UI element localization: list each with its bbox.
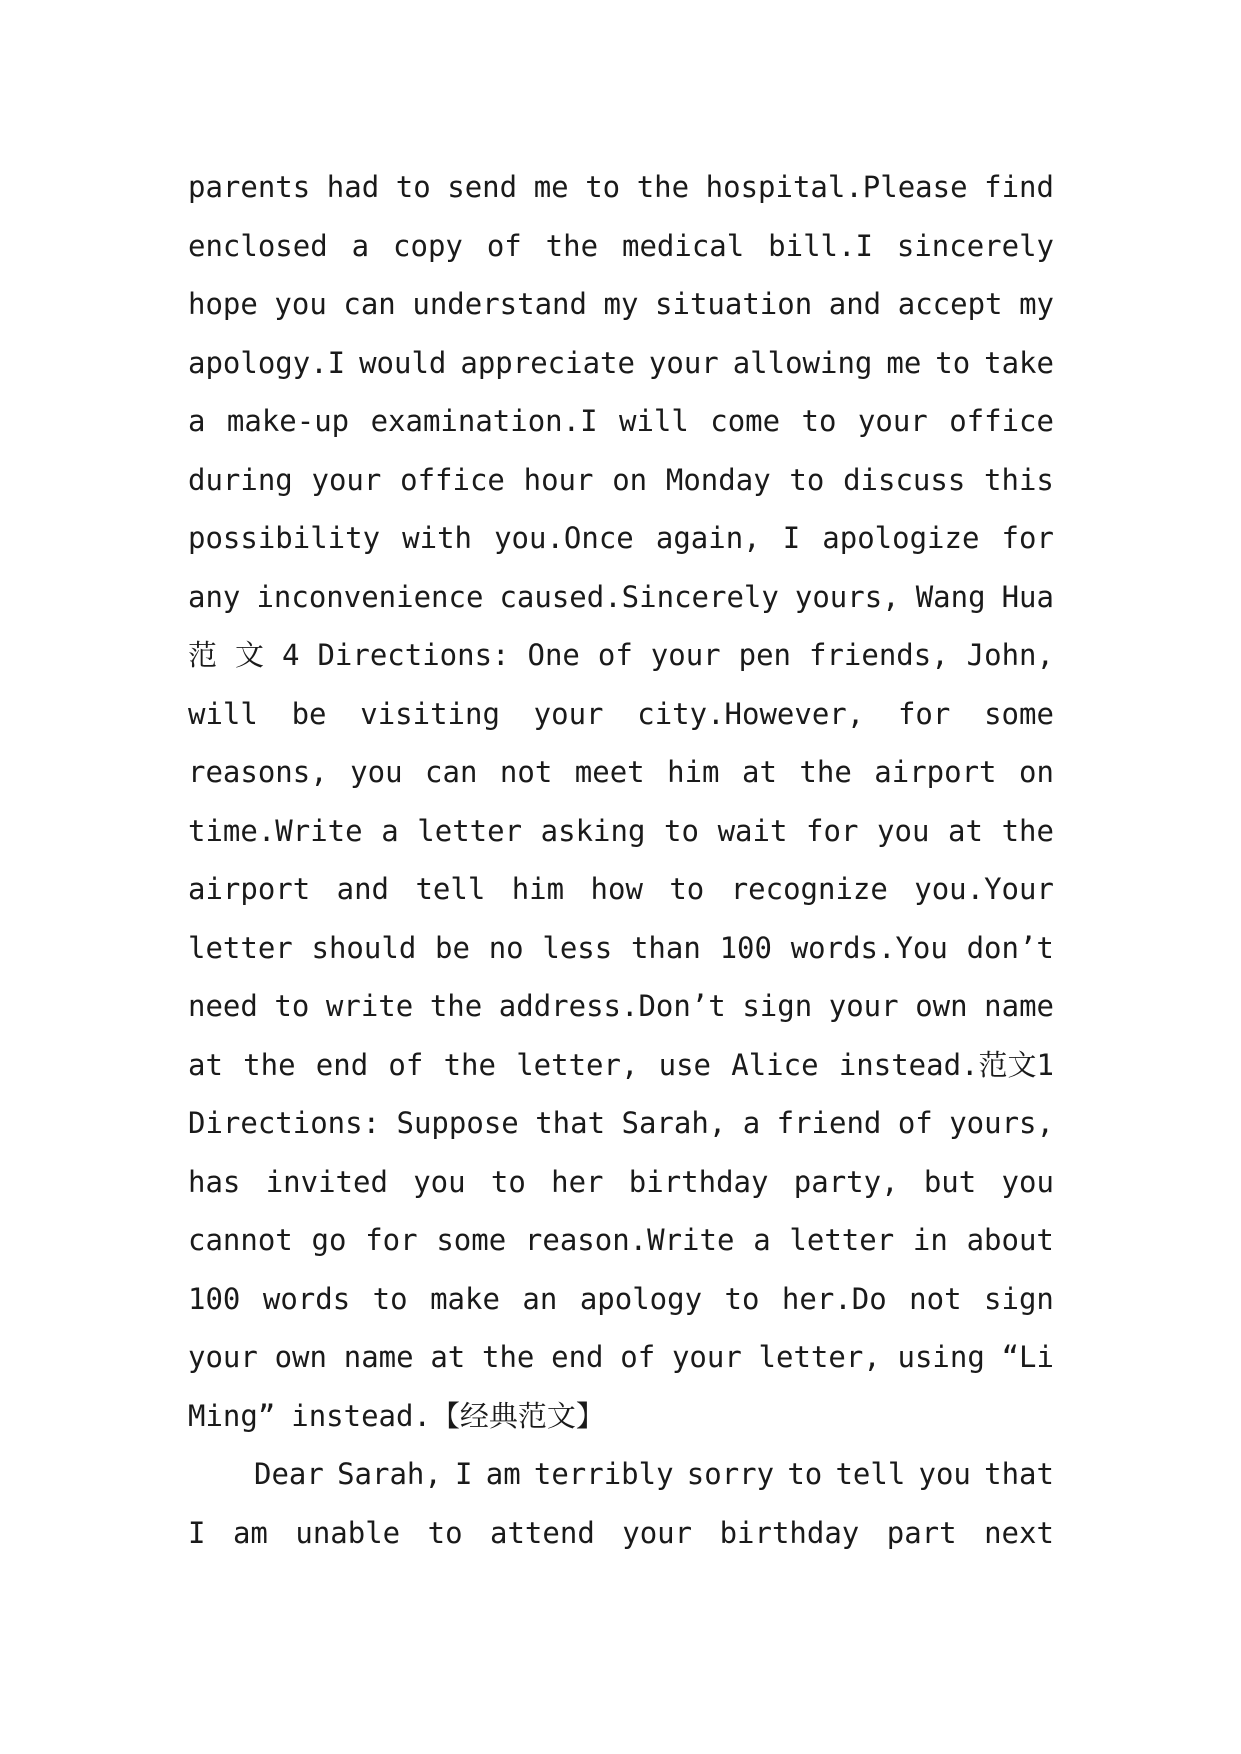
word: city.However, [637, 696, 865, 731]
word: again, [655, 521, 761, 555]
text-line [188, 860, 1054, 919]
word: letter, [758, 1340, 881, 1374]
word: recognize [730, 872, 888, 906]
word: yours, [949, 1106, 1054, 1140]
word: find [984, 170, 1054, 204]
word: sign [984, 1281, 1054, 1316]
word: to [669, 872, 705, 906]
word: cannot [188, 1223, 293, 1257]
word: you [413, 1164, 466, 1199]
text-line [188, 977, 1054, 1036]
text-line [188, 275, 1054, 334]
word: friends, [808, 638, 949, 672]
text-line [188, 1094, 1054, 1153]
word: possibility [188, 521, 381, 555]
word: don’t [966, 930, 1054, 965]
word: tell [835, 1457, 906, 1491]
text-line [188, 1036, 1054, 1095]
word: the [636, 170, 690, 204]
word: use [658, 1047, 712, 1082]
word: for [897, 696, 951, 731]
word: that [535, 1106, 606, 1140]
word: at [948, 813, 983, 848]
word: office [949, 404, 1054, 438]
word: 文 [235, 638, 265, 672]
word: invited [265, 1164, 388, 1199]
word: on [1018, 755, 1054, 789]
text-line [188, 158, 1054, 217]
word: had [326, 170, 380, 204]
word: airport [188, 872, 311, 906]
word: need [188, 989, 258, 1023]
word: for [806, 813, 859, 848]
text-line [188, 1387, 1054, 1446]
word: office [400, 462, 505, 497]
word: you [274, 287, 327, 321]
word: One [527, 638, 580, 672]
word: can [343, 287, 396, 321]
text-line [188, 685, 1054, 744]
word: some [984, 696, 1054, 731]
word: of [486, 228, 522, 263]
word: John, [966, 638, 1054, 672]
word: hospital.Please [705, 170, 968, 204]
word: medical [622, 228, 745, 263]
word: her [551, 1164, 604, 1199]
word: to [664, 813, 699, 848]
word: should [311, 930, 417, 965]
word: am [232, 1515, 268, 1550]
word: and [336, 872, 390, 906]
word: can [425, 755, 478, 789]
word: than [630, 930, 701, 965]
word: of [388, 1047, 424, 1082]
text-line [188, 334, 1054, 393]
word: 范 [188, 638, 218, 672]
word: friend [776, 1106, 882, 1140]
word: meet [574, 755, 645, 789]
word: parents [188, 170, 311, 204]
word: tell [415, 872, 486, 906]
word: you [918, 1457, 971, 1491]
word: take [984, 345, 1054, 380]
word: at [430, 1340, 466, 1374]
text-line [188, 451, 1054, 510]
word: the [429, 989, 483, 1023]
word: the [799, 755, 852, 789]
word: your [533, 696, 604, 731]
word: the [482, 1340, 535, 1374]
text-line [188, 1211, 1054, 1270]
word: be [291, 696, 327, 731]
word: apology.I [188, 345, 346, 380]
word: pen [738, 638, 791, 672]
word: using [897, 1340, 985, 1374]
word: part [886, 1515, 957, 1550]
text-line [188, 802, 1054, 861]
word: during [188, 462, 293, 497]
word: understand [412, 287, 587, 321]
word: Ming” [188, 1398, 276, 1433]
word: am [485, 1457, 521, 1491]
word: situation [655, 287, 813, 321]
word: I [455, 1457, 473, 1491]
text-line [188, 743, 1054, 802]
word: “Li [1001, 1340, 1054, 1374]
word: letter [188, 930, 293, 965]
word: him [667, 755, 720, 789]
word: yours, [794, 579, 900, 614]
word: to [274, 989, 310, 1023]
word: how [590, 872, 643, 906]
word: to [395, 170, 431, 204]
word: name [984, 989, 1054, 1023]
text-line [188, 919, 1054, 978]
word: your [671, 1340, 742, 1374]
word: a [351, 228, 370, 263]
word: of [620, 1340, 656, 1374]
word: would [359, 345, 447, 380]
word: of [897, 1106, 933, 1140]
word: words.You [790, 930, 948, 965]
word: write [325, 989, 414, 1023]
word: time.Write [188, 813, 363, 848]
word: your [648, 345, 719, 380]
word: terribly [533, 1457, 674, 1491]
word: asking [540, 813, 646, 848]
word: you [877, 813, 930, 848]
text-line [188, 1270, 1054, 1329]
word: will [188, 696, 258, 731]
word: not [909, 1281, 962, 1316]
word: on [612, 462, 648, 497]
word: to [801, 404, 837, 438]
word: me [886, 345, 922, 380]
word: make-up [226, 404, 350, 438]
word: about [966, 1223, 1054, 1257]
word: has [188, 1164, 241, 1199]
word: discuss [843, 462, 966, 497]
word: your [828, 989, 899, 1023]
word: hour [523, 462, 594, 497]
word: the [443, 1047, 496, 1082]
word: apology [579, 1281, 703, 1316]
word: next [984, 1515, 1054, 1550]
word: to [724, 1281, 760, 1316]
word: examination.I [370, 404, 598, 438]
word: 100 [188, 1281, 241, 1316]
word: letter [789, 1223, 895, 1257]
word: a [188, 404, 206, 438]
word: a [742, 1106, 761, 1140]
word: Directions: [188, 1106, 381, 1140]
text-line [188, 568, 1054, 627]
word: appreciate [460, 345, 635, 380]
word: an [522, 1281, 558, 1316]
word: to [935, 345, 971, 380]
word: words [262, 1281, 351, 1316]
word: but [923, 1164, 977, 1199]
word: the [545, 228, 599, 263]
word: apologize [822, 521, 980, 555]
word: sincerely [896, 228, 1054, 263]
word: address.Don’t [498, 989, 726, 1023]
word: Sarah, [337, 1457, 442, 1491]
word: hope [188, 287, 258, 321]
word: visiting [360, 696, 500, 731]
text-line [188, 1153, 1054, 1212]
word: the [243, 1047, 296, 1082]
word: him [511, 872, 565, 906]
word: attend [490, 1515, 595, 1550]
word: for [1001, 521, 1054, 555]
word: of [597, 638, 633, 672]
word: instead.【经典范文】 [291, 1398, 605, 1433]
word: wait [717, 813, 788, 848]
word: name [343, 1340, 414, 1374]
word: make [430, 1281, 500, 1316]
word: end [551, 1340, 604, 1374]
body-text [188, 158, 1054, 1562]
word: caused.Sincerely [499, 579, 779, 614]
text-line [188, 1445, 1054, 1504]
word: no [488, 930, 524, 965]
word: my [1019, 287, 1054, 321]
word: letter [417, 813, 523, 848]
word: you [350, 755, 403, 789]
word: copy [393, 228, 463, 263]
word: your [650, 638, 721, 672]
word: party, [793, 1164, 899, 1199]
word: to [490, 1164, 526, 1199]
text-line [188, 217, 1054, 276]
word: to [585, 170, 621, 204]
word: your [622, 1515, 693, 1550]
text-line [188, 392, 1054, 451]
word: and [828, 287, 882, 321]
word: to [427, 1515, 463, 1550]
word: you.Once [494, 521, 634, 555]
word: inconvenience [256, 579, 484, 614]
word: a [753, 1223, 771, 1257]
word: enclosed [188, 228, 328, 263]
word: birthday [628, 1164, 769, 1199]
word: will [618, 404, 689, 438]
word: you [1001, 1164, 1054, 1199]
word: this [984, 462, 1054, 497]
word: my [603, 287, 639, 321]
word: Suppose [396, 1106, 519, 1140]
word: the [1001, 813, 1054, 848]
text-line [188, 1328, 1054, 1387]
word: Wang [915, 579, 986, 614]
word: 100 [719, 930, 772, 965]
word: Directions: [317, 638, 510, 672]
word: your [311, 462, 382, 497]
word: you.Your [914, 872, 1054, 906]
word: your [188, 1340, 258, 1374]
word: letter, [516, 1047, 639, 1082]
word: sorry [686, 1457, 775, 1491]
word: reasons, [188, 755, 328, 789]
word: with [402, 521, 472, 555]
word: 4 [282, 638, 300, 672]
word: accept [897, 287, 1003, 321]
word: your [857, 404, 928, 438]
word: to [787, 1457, 823, 1491]
word: I [782, 521, 801, 555]
word: that [984, 1457, 1054, 1491]
word: go [311, 1223, 347, 1257]
word: instead.范文1 [838, 1047, 1054, 1082]
word: to [372, 1281, 408, 1316]
word: for [365, 1223, 418, 1257]
word: Dear [254, 1457, 324, 1491]
text-line [188, 1504, 1054, 1563]
word: airport [874, 755, 997, 789]
word: own [274, 1340, 327, 1374]
word: bill.I [768, 228, 873, 263]
word: allowing [732, 345, 873, 380]
word: her.Do [781, 1281, 887, 1316]
text-line [188, 626, 1054, 685]
word: a [381, 813, 399, 848]
word: any [188, 579, 241, 614]
word: sign [742, 989, 813, 1023]
word: at [742, 755, 777, 789]
word: at [188, 1047, 223, 1082]
word: end [315, 1047, 369, 1082]
word: Hua [1001, 579, 1054, 614]
word: send [447, 170, 518, 204]
word: Monday [665, 462, 771, 497]
word: some [436, 1223, 507, 1257]
word: reason.Write [524, 1223, 735, 1257]
word: come [710, 404, 781, 438]
word: less [542, 930, 613, 965]
word: Alice [731, 1047, 819, 1082]
word: not [499, 755, 553, 789]
word: own [915, 989, 968, 1023]
word: to [789, 462, 825, 497]
word: birthday [719, 1515, 860, 1550]
word: Sarah, [621, 1106, 727, 1140]
text-line [188, 509, 1054, 568]
word: be [435, 930, 470, 965]
word: I [188, 1515, 206, 1550]
word: me [533, 170, 569, 204]
word: unable [295, 1515, 401, 1550]
word: in [912, 1223, 948, 1257]
